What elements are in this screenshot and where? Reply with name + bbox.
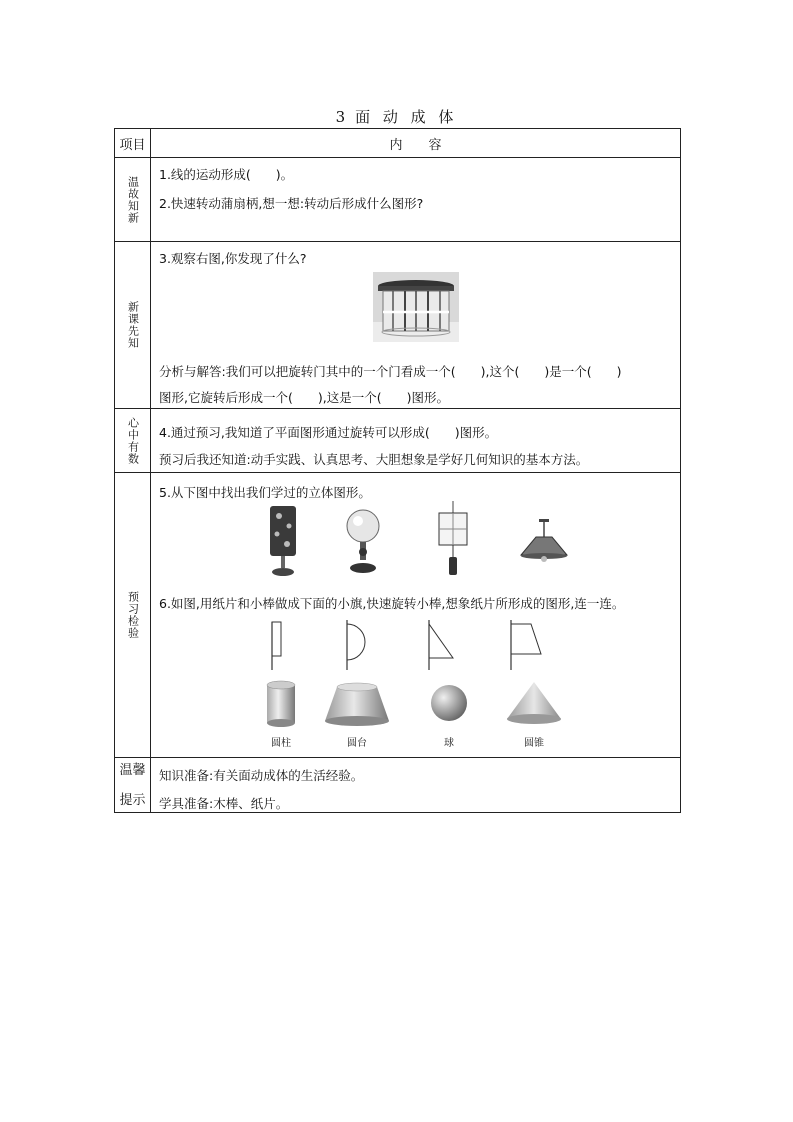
question-2: 2.快速转动蒲扇柄,想一想:转动后形成什么图形? bbox=[159, 196, 424, 211]
solid-caption-cone: 圆锥 bbox=[524, 738, 544, 749]
header-item-label: 项目 bbox=[115, 129, 151, 157]
question-4: 4.通过预习,我知道了平面图形通过旋转可以形成( )图形。 bbox=[159, 425, 498, 440]
insight-row bbox=[115, 409, 680, 473]
trapezoid-flag-image bbox=[505, 618, 545, 670]
header-content-label: 内 容 bbox=[389, 137, 442, 153]
question-1: 1.线的运动形成( )。 bbox=[159, 167, 294, 182]
table-lamp-image bbox=[267, 504, 299, 578]
frustum-image bbox=[323, 681, 391, 729]
solid-caption-sphere: 球 bbox=[444, 738, 454, 749]
review-row bbox=[115, 158, 680, 242]
section-label: 心中有数 bbox=[126, 416, 140, 465]
sphere-image bbox=[429, 683, 469, 723]
hanging-lantern-image bbox=[434, 501, 472, 579]
revolving-door-image bbox=[373, 272, 459, 342]
question-3: 3.观察右图,你发现了什么? bbox=[159, 251, 307, 266]
rectangle-flag-image bbox=[265, 618, 289, 670]
ceiling-pendant-lamp-image bbox=[519, 519, 569, 564]
cylinder-image bbox=[263, 679, 299, 729]
page-title: 3 面 动 成 体 bbox=[335, 108, 458, 126]
tool-prep: 学具准备:木棒、纸片。 bbox=[159, 796, 289, 811]
check-row bbox=[115, 473, 680, 758]
reminder-label: 温馨 提示 bbox=[115, 758, 151, 813]
worksheet-table bbox=[114, 128, 681, 813]
knowledge-prep: 知识准备:有关面动成体的生活经验。 bbox=[159, 768, 364, 783]
solid-caption-frustum: 圆台 bbox=[347, 738, 367, 749]
reminder-row bbox=[115, 758, 680, 813]
solid-caption-cylinder: 圆柱 bbox=[271, 738, 291, 749]
question-5: 5.从下图中找出我们学过的立体图形。 bbox=[159, 485, 371, 500]
analysis-line-2: 图形,它旋转后形成一个( ),这是一个( )图形。 bbox=[159, 390, 449, 405]
preview-tip: 预习后我还知道:动手实践、认真思考、大胆想象是学好几何知识的基本方法。 bbox=[159, 452, 589, 467]
header-row bbox=[115, 129, 680, 158]
preview-row bbox=[115, 242, 680, 409]
section-label: 温故知新 bbox=[126, 175, 140, 224]
triangle-flag-image bbox=[423, 618, 457, 670]
cone-image bbox=[504, 679, 564, 729]
semicircle-flag-image bbox=[341, 618, 371, 670]
globe-lamp-image bbox=[343, 508, 383, 578]
question-6: 6.如图,用纸片和小棒做成下面的小旗,快速旋转小棒,想象纸片所形成的图形,连一连。 bbox=[159, 596, 625, 611]
analysis-line-1: 分析与解答:我们可以把旋转门其中的一个门看成一个( ),这个( )是一个( ) bbox=[159, 364, 622, 379]
section-label: 新课先知 bbox=[126, 301, 140, 349]
section-label: 预习检验 bbox=[126, 591, 140, 639]
